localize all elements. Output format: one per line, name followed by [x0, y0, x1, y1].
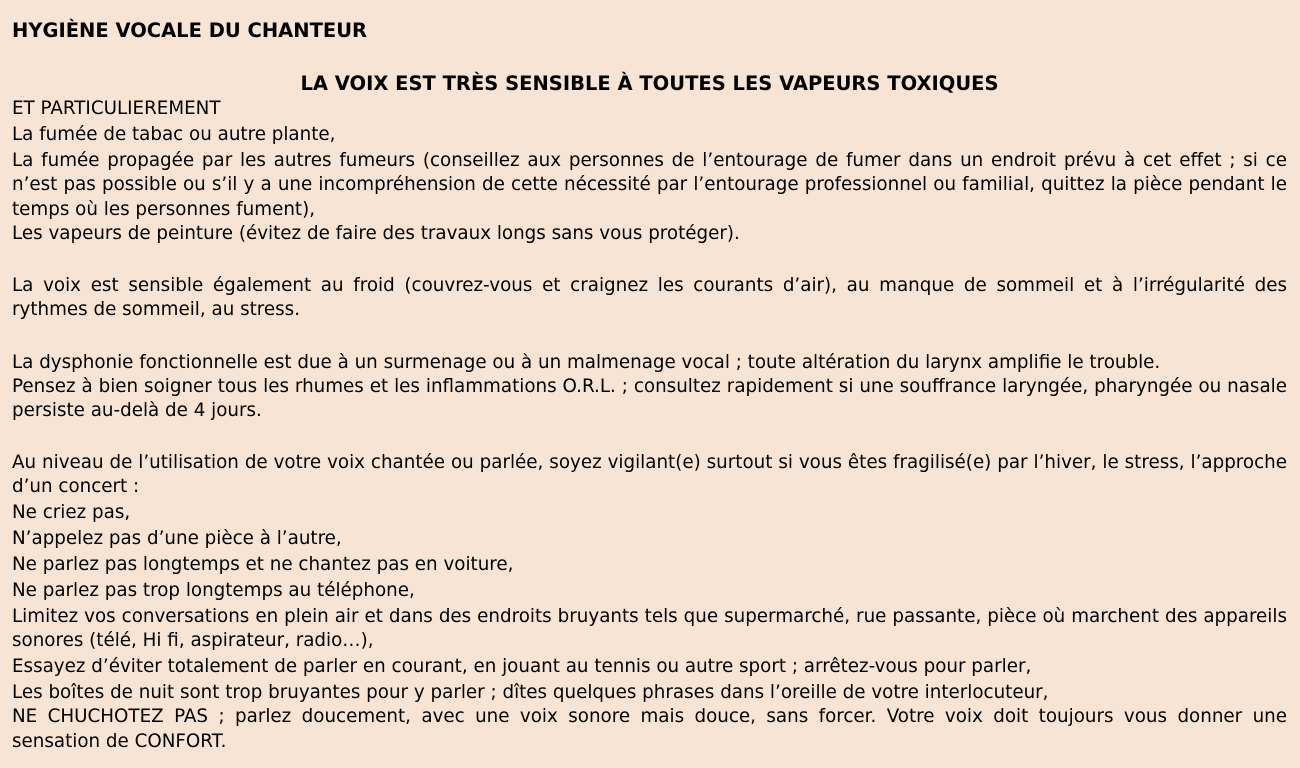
usage-section: [12, 451, 1287, 754]
cold-paragraph: La voix est sensible également au froid (couvrez-vous et craignez les courants d’air), au manque de sommeil et à l’irrégularité des rythmes de sommeil, au stress.: [12, 275, 1287, 321]
toxic-section: [12, 97, 1287, 246]
document-subtitle: LA VOIX EST TRÈS SENSIBLE À TOUTES LES VAPEURS TOXIQUES: [300, 72, 999, 95]
spacer: [12, 323, 1287, 351]
spacer: [12, 424, 1287, 451]
usage-item-sport: Essayez d’éviter totalement de parler en courant, en jouant au tennis ou autre sport ; arrêtez-vous pour parler,: [12, 656, 1032, 678]
usage-item-car: Ne parlez pas longtemps et ne chantez pas en voiture,: [12, 553, 514, 575]
usage-item-noisy-places: Limitez vos conversations en plein air et dans des endroits bruyants tels que supermarché, rue passante, pièce où marchent des appareils sonores (télé, Hi fi, aspirateur, radio…),: [12, 605, 1287, 652]
usage-item-whisper: NE CHUCHOTEZ PAS ; parlez doucement, avec une voix sonore mais douce, sans forcer. Votre voix doit toujours vous donner une sensation de CONFORT.: [12, 706, 1287, 752]
spacer: [12, 246, 1287, 274]
usage-item-nightclub: Les boîtes de nuit sont trop bruyantes pour y parler ; dîtes quelques phrases dans l’oreille de votre interlocuteur,: [12, 682, 1049, 704]
ent-paragraph: Pensez à bien soigner tous les rhumes et les inflammations O.R.L. ; consultez rapidement si une souffrance laryngée, pharyngée ou nasale persiste au-delà de 4 jours.: [12, 376, 1287, 422]
toxic-intro: ET PARTICULIEREMENT: [12, 98, 221, 119]
usage-item-phone: Ne parlez pas trop longtemps au téléphone,: [12, 579, 415, 601]
toxic-item-tobacco: La fumée de tabac ou autre plante,: [12, 123, 336, 145]
usage-item-call-rooms: N’appelez pas d’une pièce à l’autre,: [12, 527, 342, 549]
dysphonia-paragraph: La dysphonie fonctionnelle est due à un surmenage ou à un malmenage vocal ; toute altération du larynx amplifie le trouble.: [12, 351, 1161, 373]
document-title: HYGIÈNE VOCALE DU CHANTEUR: [12, 19, 368, 42]
toxic-item-passive-smoke: La fumée propagée par les autres fumeurs (conseillez aux personnes de l’entourage de fumer dans un endroit prévu à cet effet ; si ce n’est pas possible ou s’il y a une incompréhension de cette nécessité par l’entourage professionnel ou familial, quittez la pièce pendant le temps où les personnes fument),: [12, 149, 1287, 220]
usage-intro: Au niveau de l’utilisation de votre voix chantée ou parlée, soyez vigilant(e) surtout si vous êtes fragilisé(e) par l’hiver, le stress, l’approche d’un concert :: [12, 451, 1287, 497]
usage-item-shout: Ne criez pas,: [12, 501, 131, 523]
toxic-item-paint: Les vapeurs de peinture (évitez de faire des travaux longs sans vous protéger).: [12, 222, 740, 244]
